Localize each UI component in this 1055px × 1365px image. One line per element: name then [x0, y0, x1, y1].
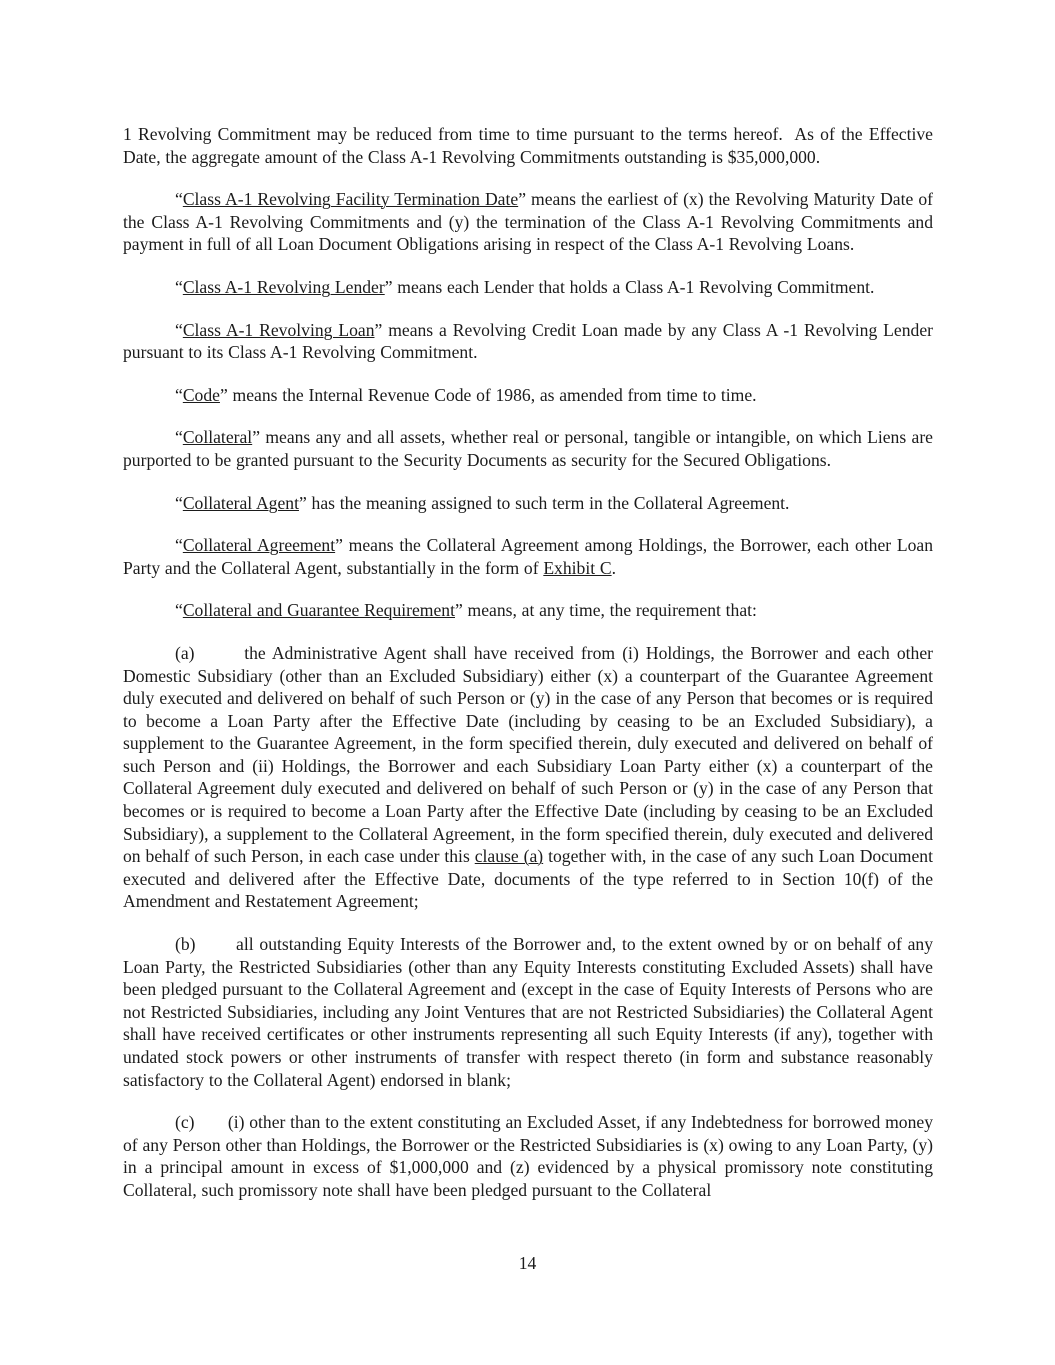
paragraph-definition-collateral-and-guarantee-requirement — [123, 599, 933, 622]
defined-term: Class A-1 Revolving Lender — [182, 276, 385, 297]
text-run: ” means the Collateral Agreement among Holdings, the Borrower, each other Loan Party and the Collateral Agent, substantially in the form of — [123, 535, 934, 578]
clause-reference: clause (a) — [474, 846, 544, 867]
defined-term: Collateral Agreement — [182, 535, 336, 556]
defined-term: Class A-1 Revolving Facility Termination Date — [182, 189, 519, 210]
page-number: 14 — [518, 1253, 537, 1273]
text-run: “ — [175, 189, 183, 210]
text-run: “ — [175, 492, 183, 513]
paragraph-definition-code — [123, 384, 933, 407]
text-run: ” means the Internal Revenue Code of 1986, as amended from time to time. — [219, 384, 757, 405]
paragraph-clause-b — [123, 933, 933, 1091]
exhibit-reference: Exhibit C — [543, 557, 612, 578]
text-run: (c) (i) other than to the extent constituting an Excluded Asset, if any Indebtedness for borrowed money of any Person other than Holdings, the Borrower or the Restricted Subsidiaries is (x) owing to any Loan Party, (y) in a principal amount in excess of $1,000,000 and (z) evidenced by a physical promissory note constituting Collateral, such promissory note shall have been pledged pursuant to the Collateral — [123, 1112, 933, 1200]
text-run: ” means, at any time, the requirement that: — [455, 600, 757, 621]
text-run: 1 Revolving Commitment may be reduced from time to time pursuant to the terms hereof. As of the Effective Date, the aggregate amount of the Class A-1 Revolving Commitments outstanding is $35,000,000. — [123, 124, 933, 167]
text-run: ” has the meaning assigned to such term in the Collateral Agreement. — [298, 492, 790, 513]
defined-term: Code — [182, 384, 220, 405]
text-run: “ — [175, 319, 183, 340]
paragraph-clause-c — [123, 1111, 933, 1201]
text-run: ” means a Revolving Credit Loan made by any Class A -1 Revolving Lender pursuant to its Class A-1 Revolving Commitment. — [123, 319, 933, 363]
text-run: (a) the Administrative Agent shall have received from (i) Holdings, the Borrower and each other Domestic Subsidiary (other than an Excluded Subsidiary) either (x) a counterpart of the Guarantee Agreement duly executed and delivered on behalf of such Person or (y) in the case of any Person that becomes or is required to become a Loan Party after the Effective Date (including by ceasing to be an Excluded Subsidiary), a supplement to the Guarantee Agreement, in the form specified therein, duly executed and delivered on behalf of such Person and (ii) Holdings, the Borrower and each Subsidiary Loan Party either (x) a counterpart of the Collateral Agreement duly executed and delivered on behalf of such Person or (y) in the case of any Person that becomes or is required to become a Loan Party after the Effective Date (including by ceasing to be an Excluded Subsidiary), a supplement to the Collateral Agreement, in the form specified therein, duly executed and delivered on behalf of such Person, in each case under this — [123, 642, 933, 867]
text-run: . — [611, 557, 617, 578]
text-run: “ — [175, 427, 183, 448]
paragraph-definition-class-a1-revolving-loan — [123, 319, 933, 364]
text-run: “ — [175, 384, 183, 405]
text-run: (b) all outstanding Equity Interests of the Borrower and, to the extent owned by or on behalf of any Loan Party, the Restricted Subsidiaries (other than any Equity Interests constituting Excluded Assets) shall have been pledged pursuant to the Collateral Agreement and (except in the case of Equity Interests of Persons who are not Restricted Subsidiaries, including any Joint Ventures that are not Restricted Subsidiaries) the Collateral Agent shall have received certificates or other instruments representing all such Equity Interests (if any), together with undated stock powers or other instruments of transfer with respect thereto (in form and substance reasonably satisfactory to the Collateral Agent) endorsed in blank; — [123, 934, 933, 1090]
paragraph-definition-collateral-agreement — [123, 534, 933, 579]
paragraph-definition-class-a1-revolving-facility-termination-date — [123, 188, 933, 256]
text-run: ” means each Lender that holds a Class A-1 Revolving Commitment. — [384, 276, 875, 297]
text-run: “ — [175, 535, 183, 556]
defined-term: Collateral — [182, 427, 253, 448]
paragraph-clause-a — [123, 642, 933, 913]
paragraph-definition-class-a1-revolving-lender — [123, 276, 933, 299]
paragraph-commitment-continuation — [123, 123, 933, 168]
defined-term: Class A-1 Revolving Loan — [182, 319, 375, 340]
defined-term: Collateral Agent — [182, 492, 299, 513]
defined-term: Collateral and Guarantee Requirement — [182, 600, 455, 621]
text-run: ” means the earliest of (x) the Revolving Maturity Date of the Class A-1 Revolving Commitments and (y) the termination of the Class A-1 Revolving Commitments and payment in full of all Loan Document Obligations arising in respect of the Class A-1 Revolving Loans. — [123, 189, 933, 255]
text-run: “ — [175, 600, 183, 621]
text-run: ” means any and all assets, whether real or personal, tangible or intangible, on which Liens are purported to be granted pursuant to the Security Documents as security for the Secured Obligations. — [123, 427, 933, 470]
paragraph-definition-collateral-agent — [123, 492, 933, 515]
text-run: together with, in the case of any such Loan Document executed and delivered after the Effective Date, documents of the type referred to in Section 10(f) of the Amendment and Restatement Agreement; — [123, 846, 933, 912]
text-run: “ — [175, 276, 183, 297]
document-content — [123, 123, 933, 1222]
paragraph-definition-collateral — [123, 426, 933, 471]
